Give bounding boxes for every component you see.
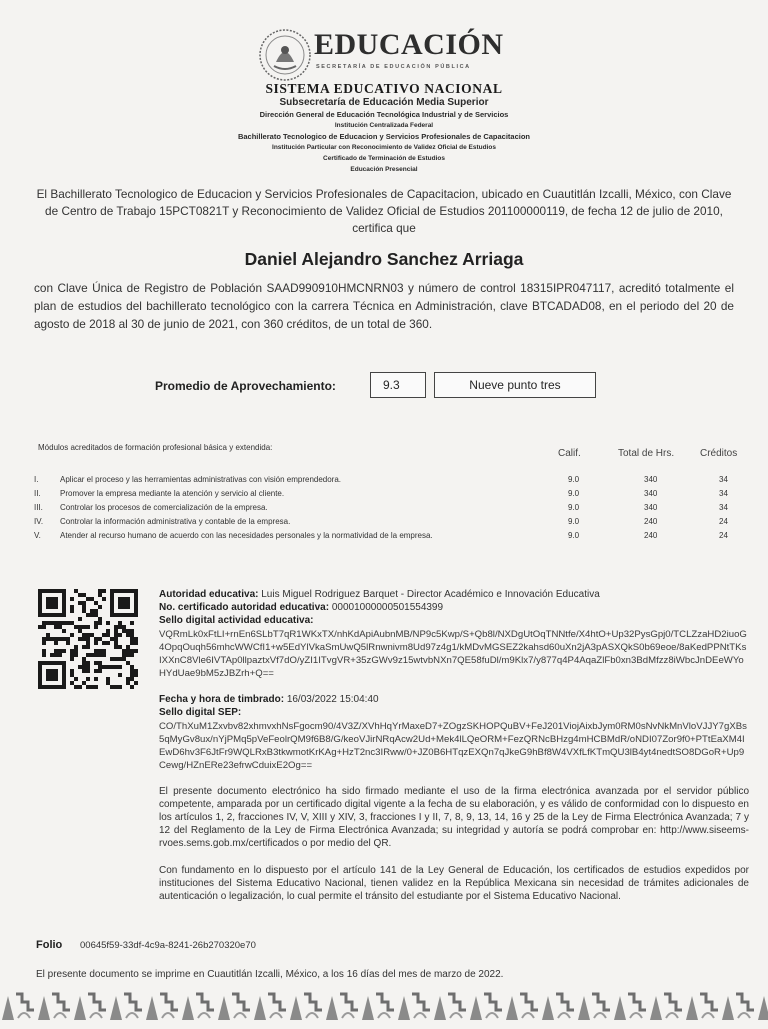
timestamp-line [159,694,379,706]
authority-label: Autoridad educativa: [159,589,259,600]
module-row [0,489,768,503]
seal-label-text: Sello digital actividad educativa: [159,615,314,626]
logo-title: EDUCACIÓN [314,28,504,61]
module-row [0,531,768,545]
module-number: III. [34,503,43,512]
sep-seal-value: CO/ThXuM1Zxvbv82xhmvxhNsFgocm90/4V3Z/XVhHqYrMaxeD7+ZOgzSKHOPQuBV+FeJ201ViojAixbJym0RM0sNvNkMnVloVJJY7gXBs5qMyGv8ux/nYjPMq5pVeFeolrQM9f6B8/G/keoVJirNRqAcw2Ud+Mek4lLQeORM+FezQRNcBHzg4mHCBMdR/oNDI07Zor9f0+PTtEaXM4IEwD6hv3F6JtFr9WQLRxB3tkwmotKrKAg+HzT2nc3IRww/0+JZ0B6HTqzEXQn7qJkeG9hBf8W4VXfLfKTmQU3lB4yt4nedtSO8DGoR+Up9Cewg/HZnERe23efrwCduixE2Og== [159,721,747,771]
module-credits: 24 [719,517,728,526]
module-credits: 34 [719,503,728,512]
modules-caption: Módulos acreditados de formación profesional básica y extendida: [38,443,273,452]
student-name: Daniel Alejandro Sanchez Arriaga [244,249,524,269]
legal-basis-paragraph: Con fundamento en lo dispuesto por el artículo 141 de la Ley General de Educación, los certificados de estudios expedidos por instituciones del Sistema Educativo Nacional, tienen validez en la República Mexicana sin necesidad de trámites adicionales de autenticación o legalización, lo cual permite el tránsito del estudiante por el Sistema Educativo Nacional. [159,865,749,902]
folio-value: 00645f59-33df-4c9a-8241-26b270320e70 [80,940,256,951]
module-number: II. [34,489,41,498]
module-row [0,517,768,531]
module-hours: 240 [644,517,658,526]
direction: Dirección General de Educación Tecnológica Industrial y de Servicios [259,110,509,119]
authority-line [159,589,600,601]
module-hours: 340 [644,503,658,512]
grade-header: Calif. [558,448,581,459]
certification-statement: con Clave Única de Registro de Población SAAD990910HMCNRN03 y número de control 18315IPR047117, acreditó totalmente el plan de estudios del bachillerato tecnológico con la carrera Técnica en Administración, clave BTCADAD08, en el periodo del 20 de agosto de 2018 al 30 de junio de 2021, con 360 créditos, de un total de 360. [34,281,734,331]
hours-header: Total de Hrs. [618,448,675,459]
module-row [0,475,768,489]
module-credits: 34 [719,475,728,484]
module-row [0,503,768,517]
module-hours: 340 [644,489,658,498]
module-grade: 9.0 [568,531,580,540]
seal-label [159,615,314,627]
modality: Educación Presencial [350,166,418,173]
module-name: Controlar la información administrativa y contable de la empresa. [60,517,291,526]
printed-place-date: El presente documento se imprime en Cuautitlán Izcalli, México, a los 16 días del mes de marzo de 2022. [36,969,504,980]
average-label: Promedio de Aprovechamiento: [155,379,336,393]
cert-number-label: No. certificado autoridad educativa: [159,602,330,613]
subsecretariat: Subsecretaría de Educación Media Superior [279,97,489,108]
qr-code-icon[interactable] [38,589,138,689]
timestamp-label: Fecha y hora de timbrado: [159,694,285,705]
module-name: Promover la empresa mediante la atención y servicio al cliente. [60,489,285,498]
credits-header: Créditos [700,448,738,459]
cert-number-value: 00001000000501554399 [331,602,444,613]
coat-of-arms-icon [258,28,312,82]
module-grade: 9.0 [568,475,580,484]
module-number: I. [34,475,39,484]
system-title: SISTEMA EDUCATIVO NACIONAL [265,81,503,96]
module-hours: 340 [644,475,658,484]
footer-greca-pattern [0,990,768,1024]
module-name: Controlar los procesos de comercialización de la empresa. [60,503,268,512]
logo-subtitle: SECRETARÍA DE EDUCACIÓN PÚBLICA [316,64,471,70]
module-number: V. [34,531,41,540]
module-grade: 9.0 [568,517,580,526]
module-credits: 34 [719,489,728,498]
intro-text: El Bachillerato Tecnologico de Educacion y Servicios Profesionales de Capacitacion, ubicado en Cuautitlán Izcalli, México, con Clave de Centro de Trabajo 15PCT0821T y Reconocimiento de Validez Oficial de Estudios 201100000119, de fecha 12 de julio de 2010, certifica que [36,187,732,235]
sep-label-text: Sello digital SEP: [159,707,242,718]
module-name: Aplicar el proceso y las herramientas administrativas con visión emprendedora. [60,475,342,484]
certificate-type: Certificado de Terminación de Estudios [323,155,445,162]
average-value: 9.3 [370,372,426,398]
legal-paragraph: El presente documento electrónico ha sido firmado mediante el uso de la firma electrónica avanzada por el servidor público competente, amparada por un certificado digital vigente a la fecha de su elaboración, y es válido de conformidad con lo dispuesto en los artículos 1, 2, fracciones IV, V, XIII y XIV, 3, fracciones I y II, 7, 8, 9, 13, 14, 16 y 25 de la Ley de Firma Electrónica Avanzada; 7 y 12 del Reglamento de la Ley de Firma Electrónica Avanzada; su integridad y autoría se podrá comprobar en: http://www.siseems-rvoes.sems.gob.mx/certificados o por medio del QR. [159,786,749,849]
rvoe-note: Institución Particular con Reconocimiento de Validez Oficial de Estudios [272,144,496,151]
module-grade: 9.0 [568,489,580,498]
authority-value: Luis Miguel Rodriguez Barquet - Director Académico e Innovación Educativa [261,589,600,600]
school-name: Bachillerato Tecnologico de Educacion y Servicios Profesionales de Capacitacion [237,132,531,141]
cert-number-line [159,602,443,614]
module-name: Atender al recurso humano de acuerdo con las necesidades personales y la normatividad de la empresa. [60,531,433,540]
folio-label: Folio [36,939,63,951]
sep-label [159,707,241,719]
timestamp-value: 16/03/2022 15:04:40 [286,694,379,705]
module-hours: 240 [644,531,658,540]
module-number: IV. [34,517,44,526]
seal-value: VQRmLk0xFtLI+rnEn6SLbT7qR1WKxTX/nhKdApiAubnMB/NP9c5Kwp/S+Qb8l/NXDgUtOqTNNtfe/X4htO+Up32PysGpj0/TCLZzaHD2iuoG4OpqOuqh56mhcWWCfI1+w5EdYlVkaSmUwQ5lRnwnivm8Ud97z4g1/kMDvMGSEZ2kahsd60uXn2jA3pASXQkS0b69eoe/8aKedPPNtTKsIXXnC8Vle6IVTAp0llpaztxVf7dO/yZI1ITvgVR+35zGWv9z15wtvbNXn7QE58fuDl/m9Klx7/y877q4P4AqaZlFb0xn3BdMfzz8iWbcJnDEeWYoHYdUae9bM5zJBZrh+Q== [159,629,747,679]
module-grade: 9.0 [568,503,580,512]
institution-type: Institución Centralizada Federal [334,122,434,129]
average-words: Nueve punto tres [434,372,596,398]
module-credits: 24 [719,531,728,540]
